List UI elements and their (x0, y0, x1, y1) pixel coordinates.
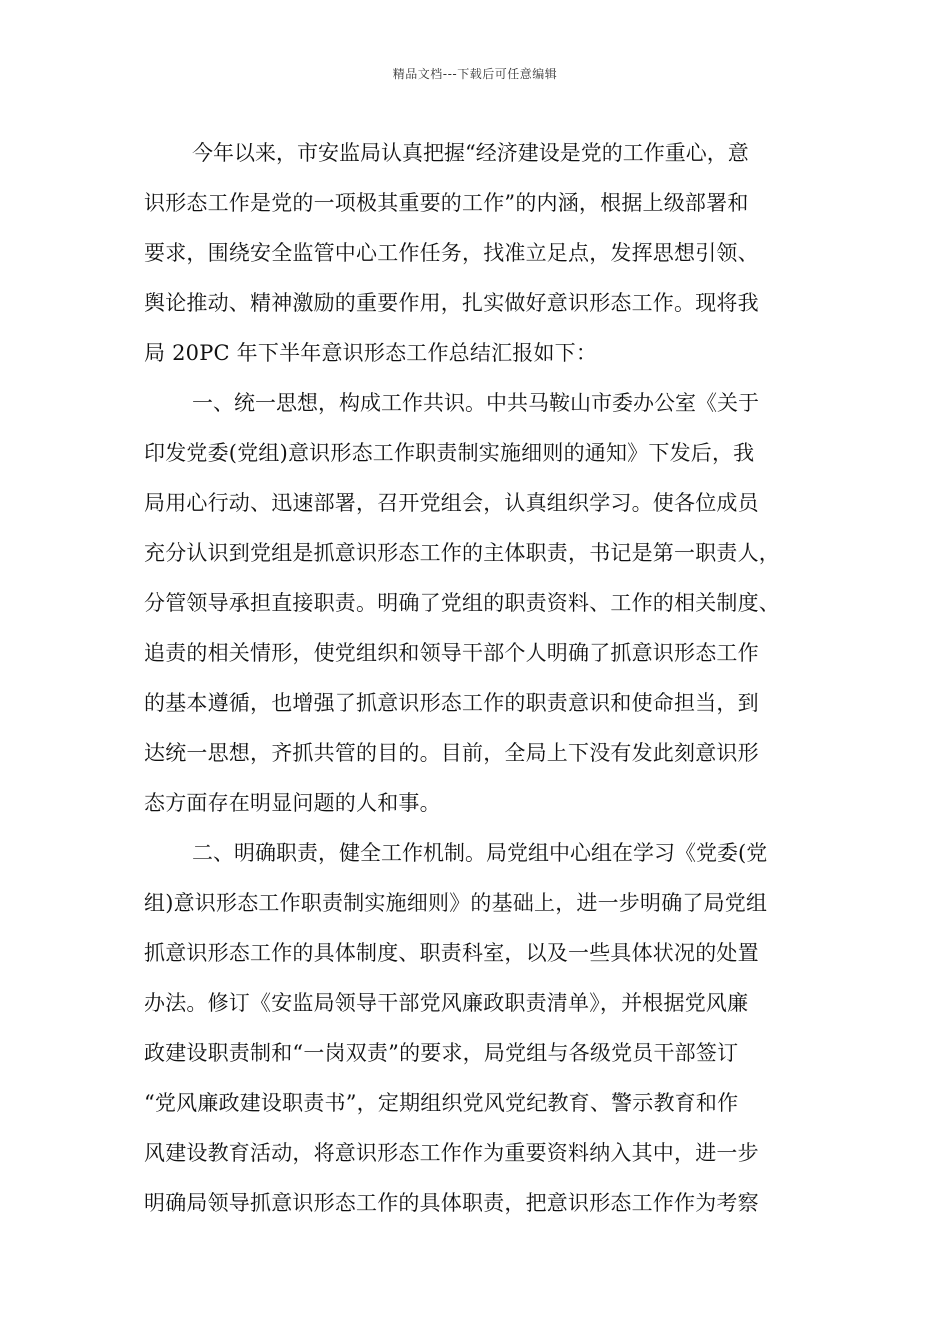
text-line: 分管领导承担直接职责。明确了党组的职责资料、工作的相关制度、 (144, 591, 780, 615)
text-line: 明确局领导抓意识形态工作的具体职责，把意识形态工作作为考察 (144, 1191, 759, 1215)
text-line: 达统一思想，齐抓共管的目的。目前，全局上下没有发此刻意识形 (144, 741, 759, 765)
text-line: 一、统一思想，构成工作共识。中共马鞍山市委办公室《关于 (192, 391, 759, 415)
text-line: 二、明确职责，健全工作机制。局党组中心组在学习《党委(党 (192, 841, 768, 865)
text-line: 识形态工作是党的一项极其重要的工作”的内涵，根据上级部署和 (144, 191, 749, 215)
text-line: 局 20PC 年下半年意识形态工作总结汇报如下： (144, 341, 598, 365)
paragraph-section-one (144, 378, 808, 828)
paragraph-intro (144, 128, 808, 378)
document-body (144, 128, 808, 1228)
text-line: 局用心行动、迅速部署，召开党组会，认真组织学习。使各位成员 (144, 491, 759, 515)
text-line: 办法。修订《安监局领导干部党风廉政职责清单》，并根据党风廉 (144, 991, 749, 1015)
text-line: 政建设职责制和“一岗双责”的要求，局党组与各级党员干部签订 (144, 1041, 739, 1065)
page-header: 精品文档---下载后可任意编辑 (392, 67, 558, 81)
text-line: 组)意识形态工作职责制实施细则》的基础上，进一步明确了局党组 (144, 891, 768, 915)
text-line: 今年以来，市安监局认真把握“经济建设是党的工作重心，意 (192, 141, 749, 165)
text-line: “党风廉政建设职责书”，定期组织党风党纪教育、警示教育和作 (144, 1091, 739, 1115)
text-line: 抓意识形态工作的具体制度、职责科室，以及一些具体状况的处置 (144, 941, 759, 965)
text-line: 追责的相关情形，使党组织和领导干部个人明确了抓意识形态工作 (144, 641, 759, 665)
text-line: 态方面存在明显问题的人和事。 (144, 791, 441, 815)
text-line: 风建设教育活动，将意识形态工作作为重要资料纳入其中，进一步 (144, 1141, 759, 1165)
text-line: 要求，围绕安全监管中心工作任务，找准立足点，发挥思想引领、 (144, 241, 759, 265)
text-line: 的基本遵循，也增强了抓意识形态工作的职责意识和使命担当，到 (144, 691, 759, 715)
text-line: 充分认识到党组是抓意识形态工作的主体职责，书记是第一职责人， (144, 541, 780, 565)
text-line: 舆论推动、精神激励的重要作用，扎实做好意识形态工作。现将我 (144, 291, 759, 315)
text-line: 印发党委(党组)意识形态工作职责制实施细则的通知》下发后，我 (144, 441, 755, 465)
paragraph-section-two (144, 828, 808, 1228)
